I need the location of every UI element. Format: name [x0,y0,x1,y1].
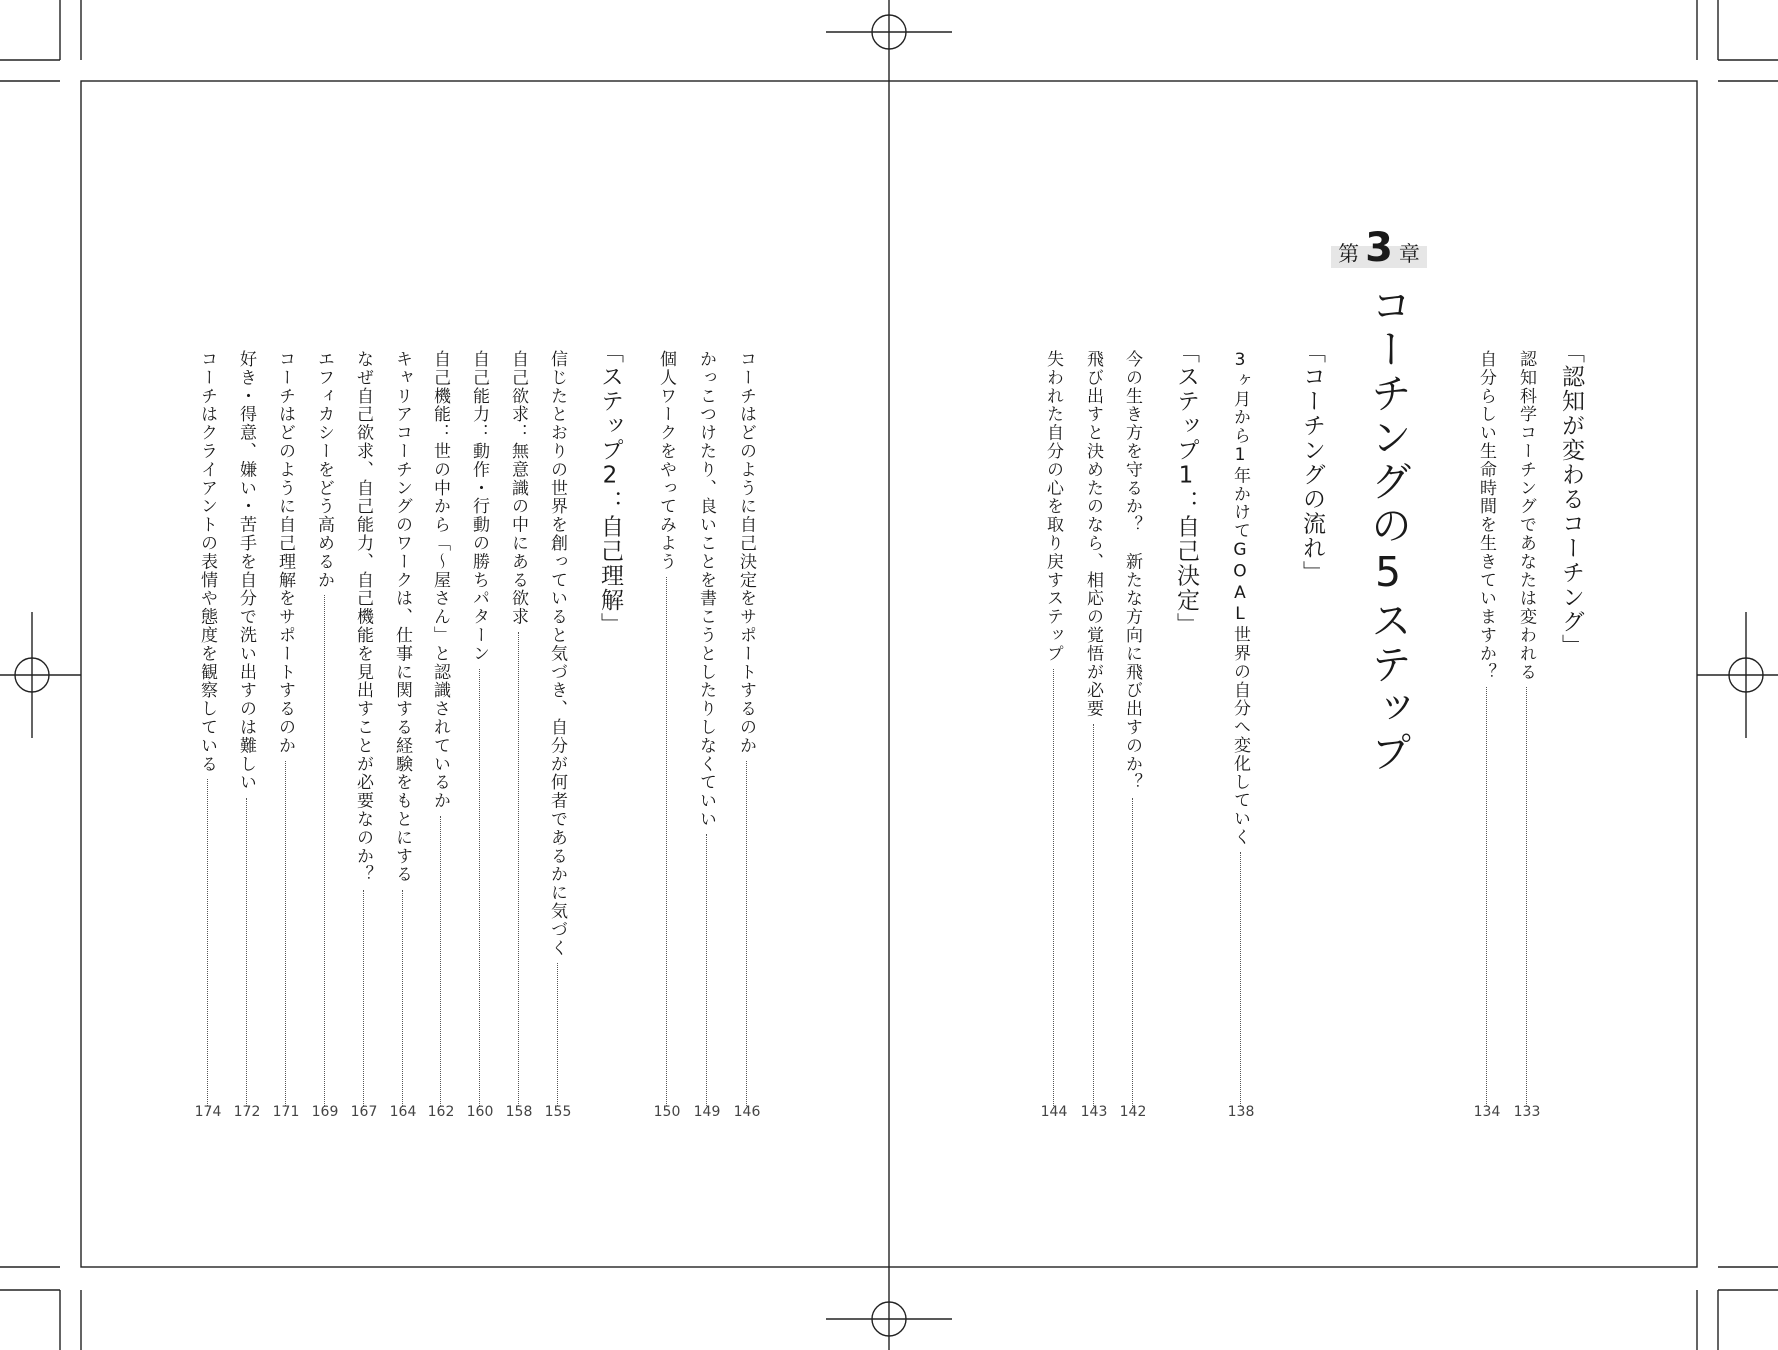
leader-dots [746,761,747,1106]
leader-dots [518,632,519,1106]
toc-entry[interactable] [545,350,569,1110]
toc-entry[interactable] [312,350,336,1110]
leader-dots [440,816,441,1106]
section-heading: 「コーチングの流れ」 [1299,340,1325,585]
toc-entry[interactable] [1514,350,1538,1110]
leader-dots [324,595,325,1106]
toc-entry-text: 認知科学コーチングであなたは変われる [1516,350,1536,682]
chapter-prefix: 第 [1338,242,1360,266]
toc-entry-text: 失われた自分の心を取り戻すステップ [1043,350,1063,663]
toc-page-number: 158 [505,1104,533,1120]
toc-page-number: 155 [544,1104,572,1120]
leader-dots [1132,798,1133,1106]
toc-entry-text: コーチはどのように自己理解をサポートするのか [275,350,295,755]
section-heading: 「認知が変わるコーチング」 [1558,340,1584,659]
chapter-number: 3 [1365,225,1393,271]
toc-entry[interactable] [1120,350,1144,1110]
toc-entry[interactable] [1474,350,1498,1110]
toc-entry[interactable] [195,350,219,1110]
toc-entry[interactable] [273,350,297,1110]
toc-entry[interactable] [654,350,678,1110]
toc-page-number: 160 [466,1104,494,1120]
leader-dots [246,798,247,1106]
toc-page-number: 146 [733,1104,761,1120]
leader-dots [1526,687,1527,1106]
leader-dots [402,890,403,1106]
toc-entry-text: なぜ自己欲求、自己能力、自己機能を見出すことが必要なのか？ [353,350,373,884]
section-heading: 「ステップ2：自己理解」 [597,340,623,637]
toc-entry[interactable] [694,350,718,1110]
leader-dots [479,669,480,1106]
toc-entry-text: 飛び出すと決めたのなら、相応の覚悟が必要 [1083,350,1103,718]
leader-dots [1093,724,1094,1106]
leader-dots [1486,687,1487,1106]
toc-entry-text: 自己欲求：無意識の中にある欲求 [508,350,528,626]
toc-entry[interactable] [351,350,375,1110]
toc-entry-text: かっこつけたり、良いことを書こうとしたりしなくていい [696,350,716,829]
toc-entry[interactable] [234,350,258,1110]
toc-page-number: 167 [350,1104,378,1120]
toc-entry-text: キャリアコーチングのワークは、仕事に関する経験をもとにする [392,350,412,884]
toc-entry-text: 今の生き方を守るか？ 新たな方向に飛び出すのか？ [1122,350,1142,792]
leader-dots [1240,852,1241,1106]
toc-entry-text: コーチはどのように自己決定をサポートするのか [736,350,756,755]
leader-dots [285,761,286,1106]
toc-page-number: 149 [693,1104,721,1120]
toc-page-number: 134 [1473,1104,1501,1120]
toc-entry-text: エフィカシーをどう高めるか [314,350,334,590]
toc-entry[interactable] [390,350,414,1110]
leader-dots [1053,669,1054,1106]
toc-entry-text: 3ヶ月から1年かけてGOAL世界の自分へ変化していく [1230,350,1250,847]
toc-entry[interactable] [734,350,758,1110]
leader-dots [666,577,667,1106]
toc-page-number: 171 [272,1104,300,1120]
toc-entry[interactable] [1081,350,1105,1110]
chapter-suffix: 章 [1398,242,1420,266]
toc-entry[interactable] [1228,350,1252,1110]
leader-dots [706,834,707,1106]
toc-page-number: 138 [1227,1104,1255,1120]
toc-entry-text: コーチはクライアントの表情や態度を観察している [197,350,217,774]
toc-page-number: 143 [1080,1104,1108,1120]
toc-page-number: 174 [194,1104,222,1120]
section-heading: 「ステップ1：自己決定」 [1173,340,1199,637]
toc-entry-text: 自分らしい生命時間を生きていますか？ [1476,350,1496,682]
toc-entry[interactable] [1041,350,1065,1110]
toc-entry-text: 個人ワークをやってみよう [656,350,676,571]
chapter-title: コーチングの5ステップ [1364,284,1412,775]
toc-entry-text: 好き・得意、嫌い・苦手を自分で洗い出すのは難しい [236,350,256,792]
leader-dots [207,779,208,1106]
toc-page-number: 144 [1040,1104,1068,1120]
toc-page-number: 164 [389,1104,417,1120]
toc-page-number: 172 [233,1104,261,1120]
toc-page-number: 162 [427,1104,455,1120]
leader-dots [557,963,558,1106]
leader-dots [363,890,364,1106]
toc-page-number: 150 [653,1104,681,1120]
toc-entry[interactable] [467,350,491,1110]
toc-entry-text: 自己機能：世の中から「～屋さん」と認識されているか [430,350,450,810]
toc-page-number: 142 [1119,1104,1147,1120]
toc-entry[interactable] [506,350,530,1110]
toc-entry-text: 自己能力：動作・行動の勝ちパターン [469,350,489,663]
toc-entry-text: 信じたとおりの世界を創っていると気づき、自分が何者であるかに気づく [547,350,567,958]
chapter-label [1331,225,1427,271]
toc-page-number: 133 [1513,1104,1541,1120]
toc-entry[interactable] [428,350,452,1110]
toc-page-number: 169 [311,1104,339,1120]
